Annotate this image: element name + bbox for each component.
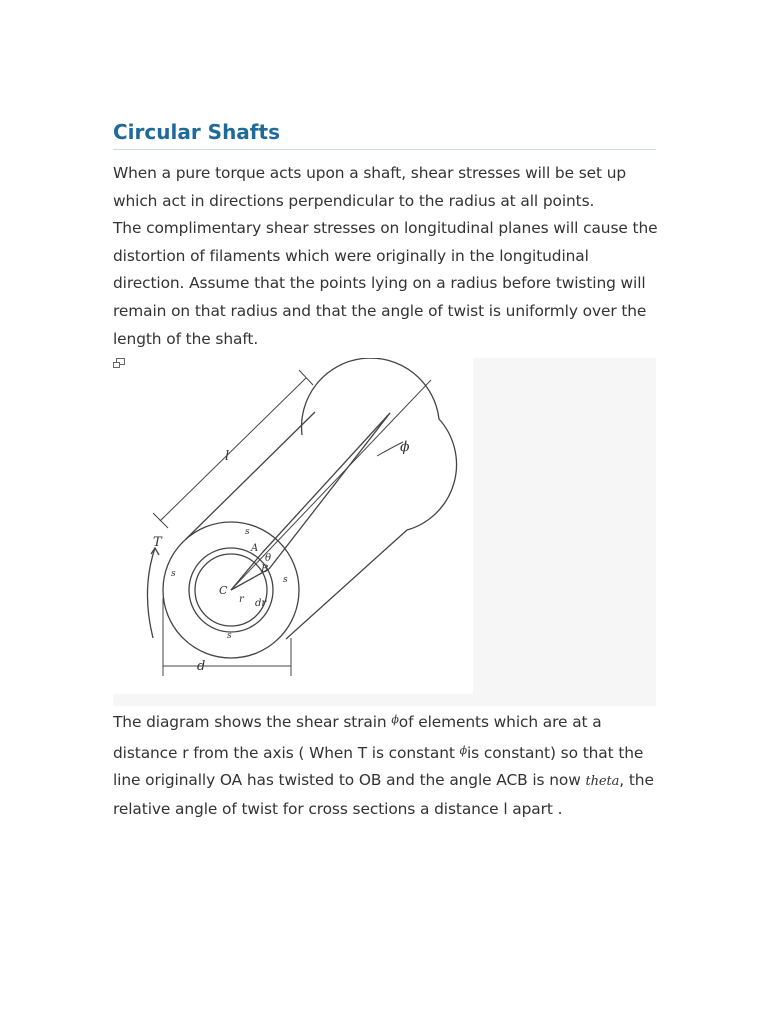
expand-image-icon[interactable] (113, 358, 125, 368)
label-stress-top: s (245, 527, 250, 538)
text-shear-strain-a: The diagram shows the shear strain (113, 713, 392, 732)
text-shear-strain-c: is constant) so that the line originally OA has twisted to OB and the angle ACB is now (113, 743, 644, 790)
text-shear-strain-d: , the relative angle of twist for cross sections a distance l apart . (113, 771, 654, 818)
theta-math: theta (585, 774, 620, 790)
page-title: Circular Shafts (113, 120, 280, 144)
label-diameter: d (197, 659, 206, 675)
phi-symbol: ϕ (391, 713, 399, 727)
label-point-b: B (261, 564, 269, 576)
phi-symbol-2: ϕ (459, 743, 467, 757)
title-divider (113, 149, 656, 150)
paragraph-complimentary-stress: The complimentary shear stresses on longitudinal planes will cause the distortion of filaments which were originally in the longitudinal direction. Assume that the points lying on a radius before twisting will remain on that radius and that the angle of twist is uniformly over the length of the shaft. (113, 219, 658, 348)
shaft-diagram-drawing (113, 358, 656, 706)
label-torque: T (153, 535, 162, 551)
label-stress-right: s (283, 575, 288, 586)
label-theta: θ (265, 553, 272, 565)
label-point-a: A (251, 543, 259, 555)
label-radius: r (239, 594, 244, 606)
label-length: l (225, 449, 230, 465)
article-content (113, 118, 658, 824)
text-shear-strain-b: of elements which are at a distance r from the axis ( When T is constant (113, 713, 602, 762)
label-dr: dr (255, 598, 267, 610)
label-phi: ϕ (400, 439, 410, 456)
shaft-diagram (113, 358, 656, 706)
paragraph-shear-strain (113, 706, 658, 823)
label-stress-left: s (171, 569, 176, 580)
paragraph-intro: When a pure torque acts upon a shaft, shear stresses will be set up which act in directions perpendicular to the radius at all points. (113, 164, 627, 210)
label-center: C (219, 584, 228, 598)
label-stress-bottom: s (227, 631, 232, 642)
